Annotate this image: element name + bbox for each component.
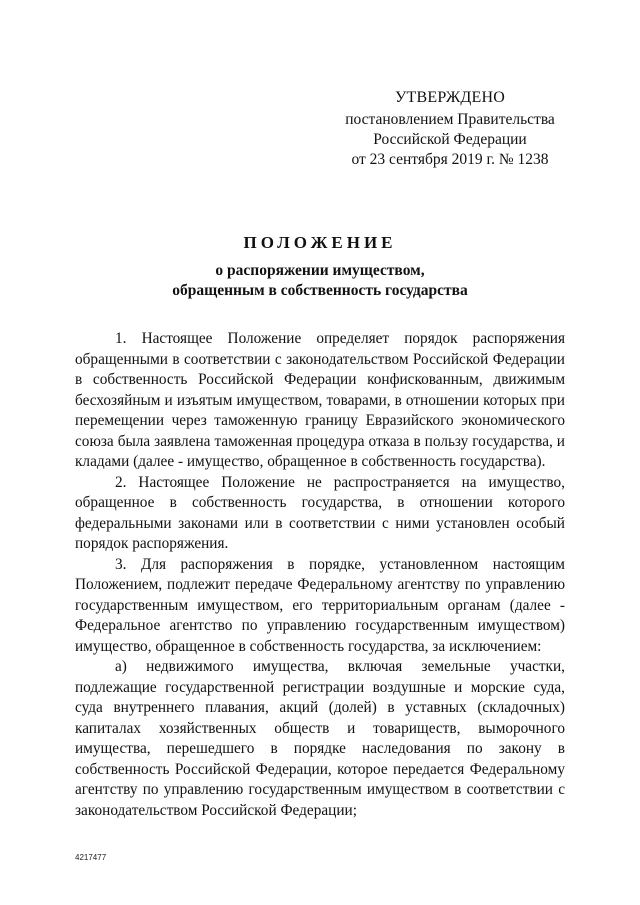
paragraph-1: 1. Настоящее Положение определяет порядок распоряжения обращенными в соответствии с законодательством Российской Федерации в собственность Российской Федерации конфискованным, движимым бесхозяйным и изъятым имуществом, товарами, в отношении которых при перемещении через таможенную границу Евразийского экономического союза была заявлена таможенная процедура отказа в пользу государства, и кладами (далее - имущество, обращенное в собственность государства).	[75, 330, 565, 470]
subtitle-line-1: о распоряжении имуществом,	[215, 262, 425, 279]
approval-line-1: постановлением Правительства	[345, 111, 555, 128]
paragraph-2: 2. Настоящее Положение не распространяется на имущество, обращенное в собственность государства, в отношении которого федеральными законами или в соответствии с ними установлен особый порядок распоряжения.	[75, 473, 565, 552]
paragraph-3a: а) недвижимого имущества, включая земельные участки, подлежащие государственной регистрации воздушные и морские суда, суда внутреннего плавания, акций (долей) в уставных (складочных) капиталах хозяйственных обществ и товариществ, выморочного имущества, перешедшего в порядке наследования по закону в собственность Российской Федерации, которое передается Федеральному агентству по управлению государственным имуществом в соответствии с законодательством Российской Федерации;	[75, 658, 565, 819]
approval-heading: УТВЕРЖДЕНО	[394, 89, 505, 106]
approval-line-3: от 23 сентября 2019 г. № 1238	[351, 151, 549, 168]
approval-line-2: Российской Федерации	[373, 131, 527, 148]
document-id: 4217477	[75, 853, 107, 862]
paragraph-3: 3. Для распоряжения в порядке, установленном настоящим Положением, подлежит передаче Федеральному агентству по управлению государственным имуществом, его территориальным органам (далее - Федеральное агентство по управлению государственным имуществом) имущество, обращенное в собственность государства, за исключением:	[75, 555, 565, 655]
document-title: ПОЛОЖЕНИЕ	[243, 233, 397, 252]
document-subtitle	[75, 261, 565, 301]
approval-block	[330, 88, 570, 170]
subtitle-line-2: обращенным в собственность государства	[172, 282, 468, 299]
document-body	[75, 329, 565, 821]
